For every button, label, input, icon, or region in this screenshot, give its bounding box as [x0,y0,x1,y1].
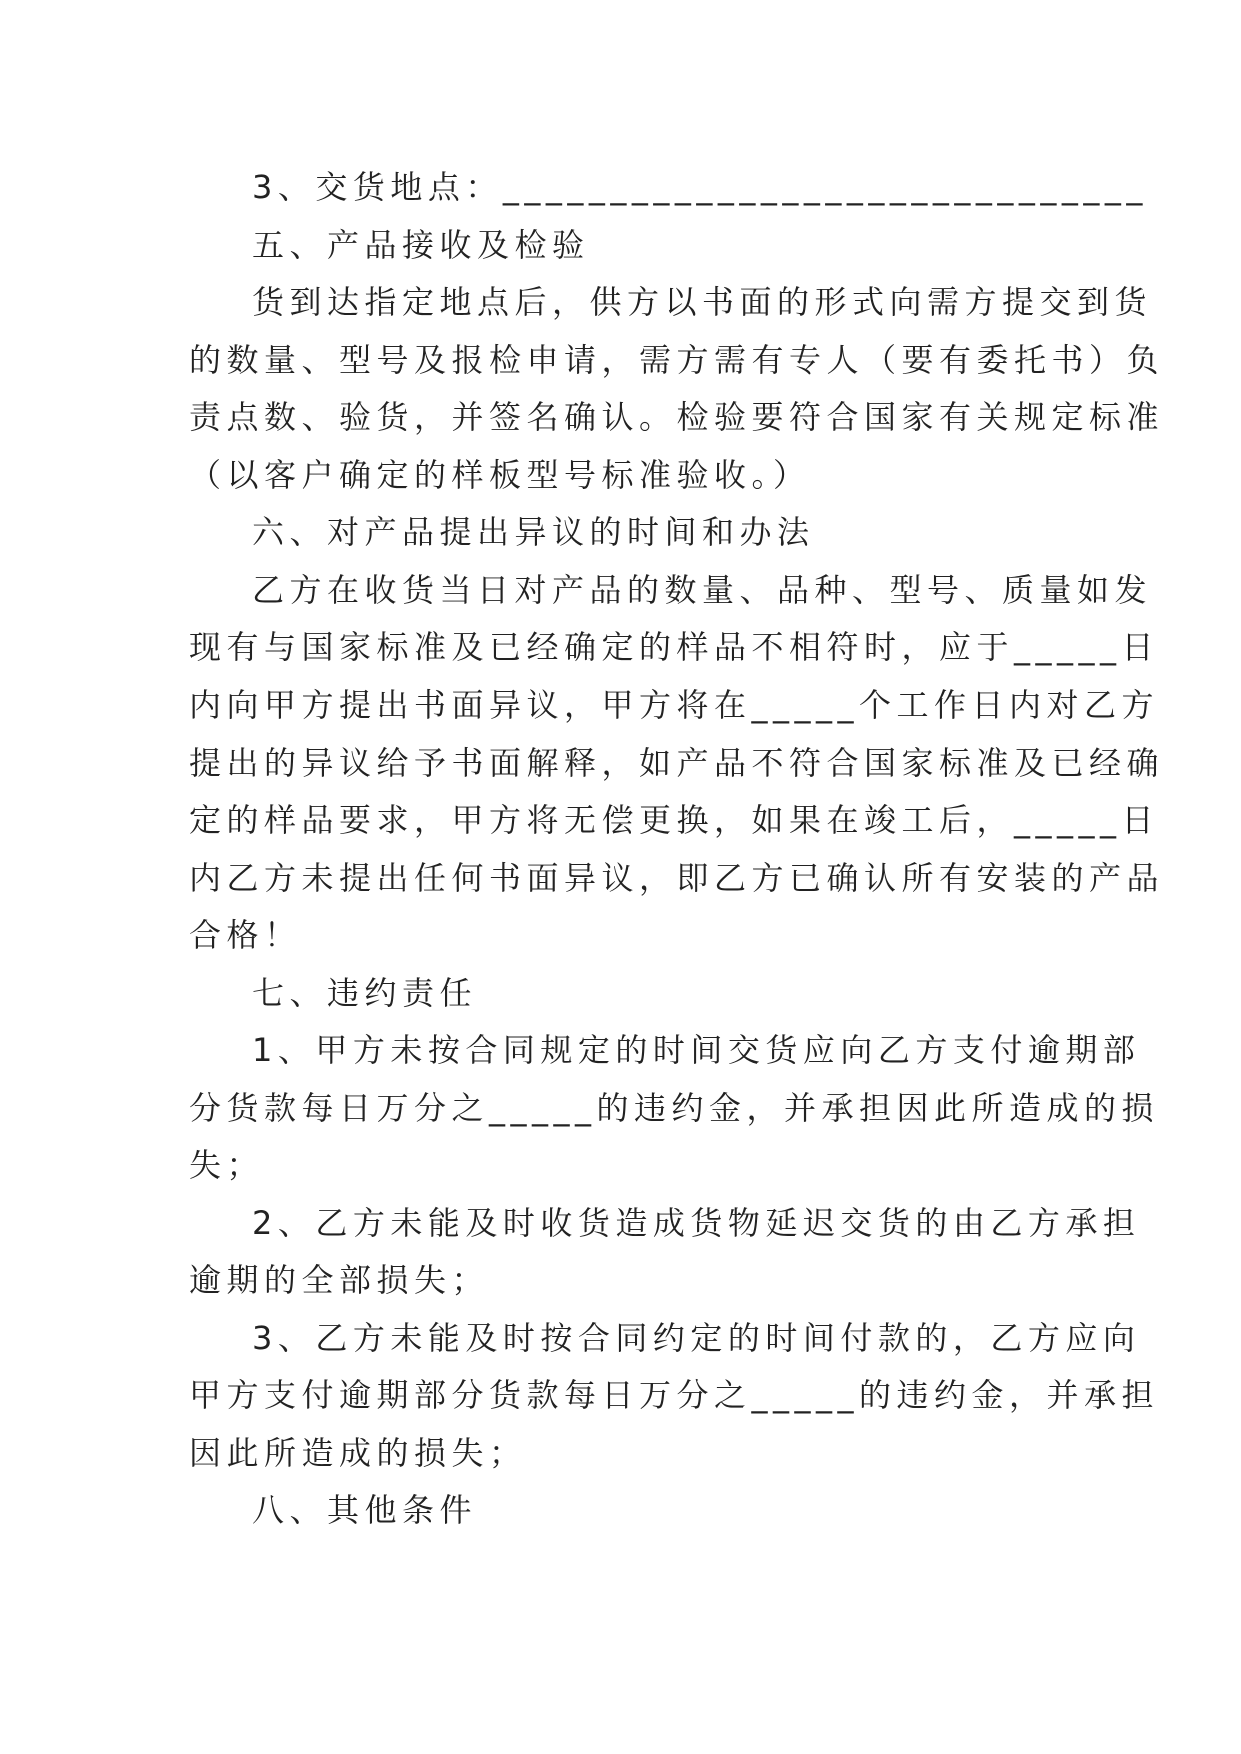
document-line: 乙方在收货当日对产品的数量、品种、型号、质量如发 [252,571,1153,609]
document-line: 货到达指定地点后，供方以书面的形式向需方提交到货 [252,283,1153,321]
document-line: 2、乙方未能及时收货造成货物延迟交货的由乙方承担 [252,1204,1141,1242]
document-line: 八、其他条件 [252,1491,478,1529]
document-line: 内向甲方提出书面异议，甲方将在_____个工作日内对乙方 [189,686,1160,724]
document-line: 合格！ [189,916,302,954]
document-line: 3、乙方未能及时按合同约定的时间付款的，乙方应向 [252,1319,1141,1357]
document-line: 的数量、型号及报检申请，需方需有专人（要有委托书）负 [189,341,1165,379]
document-line: 五、产品接收及检验 [252,226,590,264]
document-line: 六、对产品提出异议的时间和办法 [252,513,815,551]
document-line: 因此所造成的损失； [189,1434,527,1472]
document-line: 3、交货地点：______________________________ [252,168,1148,206]
document-line: 失； [189,1146,265,1184]
document-line: 1、甲方未按合同规定的时间交货应向乙方支付逾期部 [252,1031,1141,1069]
document-line: 七、违约责任 [252,974,478,1012]
document-line: 提出的异议给予书面解释，如产品不符合国家标准及已经确 [189,744,1165,782]
document-line: 甲方支付逾期部分货款每日万分之_____的违约金，并承担 [189,1376,1160,1414]
document-line: 内乙方未提出任何书面异议，即乙方已确认所有安装的产品 [189,859,1165,897]
document-line: 定的样品要求，甲方将无偿更换，如果在竣工后，_____日 [189,801,1160,839]
document-line: 逾期的全部损失； [189,1261,490,1299]
document-line: （以客户确定的样板型号标准验收。） [189,456,811,494]
document-line: 现有与国家标准及已经确定的样品不相符时，应于_____日 [189,628,1160,666]
document-line: 分货款每日万分之_____的违约金，并承担因此所造成的损 [189,1089,1160,1127]
document-line: 责点数、验货，并签名确认。检验要符合国家有关规定标准 [189,398,1165,436]
